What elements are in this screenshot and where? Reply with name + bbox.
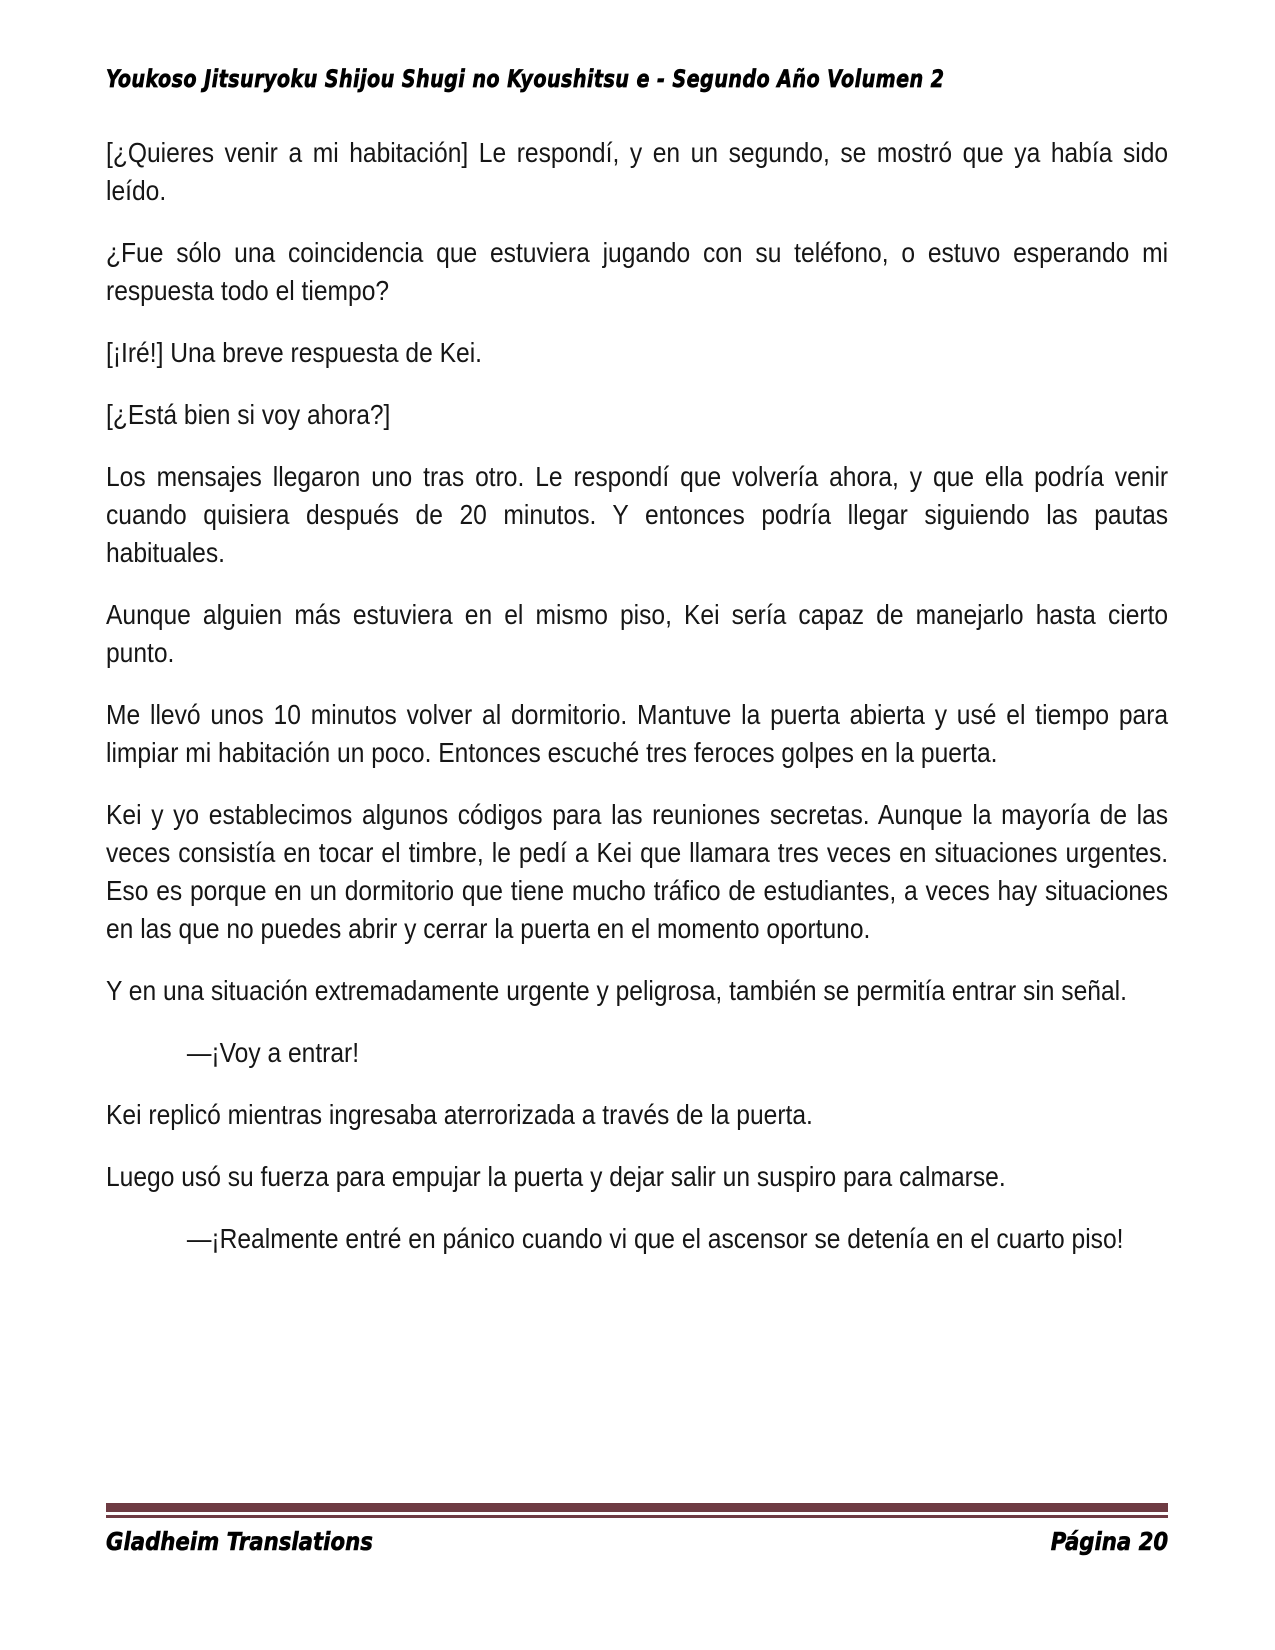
translator-credit: Gladheim Translations (106, 1527, 373, 1556)
paragraph: [¿Quieres venir a mi habitación] Le respondí, y en un segundo, se mostró que ya había sido leído. (106, 137, 1169, 206)
paragraph: —¡Realmente entré en pánico cuando vi que el ascensor se detenía en el cuarto piso! (186, 1223, 1124, 1254)
paragraph: [¿Está bien si voy ahora?] (106, 399, 391, 430)
paragraph: Y en una situación extremadamente urgente y peligrosa, también se permitía entrar sin señal. (106, 975, 1127, 1006)
paragraph: Los mensajes llegaron uno tras otro. Le respondí que volvería ahora, y que ella podría venir cuando quisiera después de 20 minutos. Y entonces podría llegar siguiendo las pautas habituales. (106, 461, 1169, 568)
paragraph: [¡Iré!] Una breve respuesta de Kei. (106, 337, 482, 368)
paragraph: Kei replicó mientras ingresaba aterrorizada a través de la puerta. (106, 1099, 813, 1130)
body-text-column (106, 134, 1168, 1282)
paragraph: Me llevó unos 10 minutos volver al dormitorio. Mantuve la puerta abierta y usé el tiempo para limpiar mi habitación un poco. Entonces escuché tres feroces golpes en la puerta. (106, 699, 1169, 768)
page-footer (106, 1527, 1168, 1556)
paragraph: Kei y yo establecimos algunos códigos para las reuniones secretas. Aunque la mayoría de las veces consistía en tocar el timbre, le pedí a Kei que llamara tres veces en situaciones urgentes. Eso es porque en un dormitorio que tiene mucho tráfico de estudiantes, a veces hay situaciones en las que no puedes abrir y cerrar la puerta en el momento oportuno. (106, 799, 1169, 944)
paragraph: Aunque alguien más estuviera en el mismo piso, Kei sería capaz de manejarlo hasta cierto punto. (106, 599, 1169, 668)
paragraph: ¿Fue sólo una coincidencia que estuviera jugando con su teléfono, o estuvo esperando mi respuesta todo el tiempo? (106, 237, 1169, 306)
paragraph: —¡Voy a entrar! (186, 1037, 360, 1068)
page-number: Página 20 (1050, 1527, 1168, 1556)
page-header (106, 64, 1168, 94)
book-title: Youkoso Jitsuryoku Shijou Shugi no Kyoushitsu e - Segundo Año Volumen 2 (106, 65, 945, 93)
footer-divider (106, 1503, 1168, 1518)
paragraph: Luego usó su fuerza para empujar la puerta y dejar salir un suspiro para calmarse. (106, 1161, 1006, 1192)
paragraph-list (106, 134, 1168, 1258)
